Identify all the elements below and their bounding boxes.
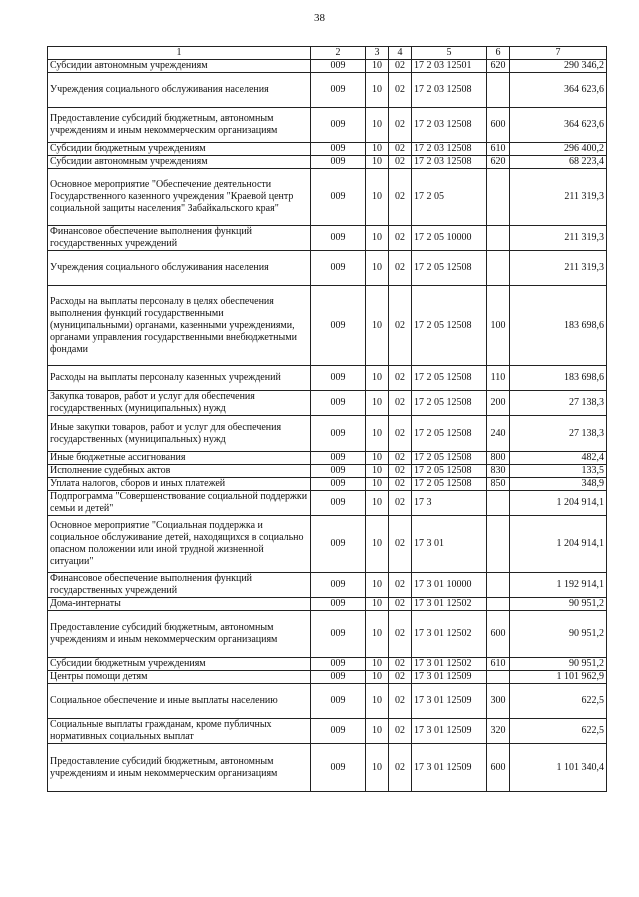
- pr-cell: 02: [389, 465, 412, 478]
- name-cell: Субсидии бюджетным учреждениям: [48, 143, 311, 156]
- ved-cell: 009: [311, 573, 366, 598]
- sum-cell: 183 698,6: [510, 366, 607, 391]
- vr-cell: 240: [487, 416, 510, 452]
- name-cell: Предоставление субсидий бюджетным, автономным учреждениям и иным некоммерческим организациям: [48, 611, 311, 658]
- sum-cell: 1 101 962,9: [510, 671, 607, 684]
- name-cell: Центры помощи детям: [48, 671, 311, 684]
- pr-cell: 02: [389, 744, 412, 792]
- table-row: [48, 598, 607, 611]
- sum-cell: 622,5: [510, 719, 607, 744]
- header-col-6: 6: [487, 47, 510, 60]
- table-row: [48, 573, 607, 598]
- csr-cell: 17 2 05 12508: [412, 366, 487, 391]
- name-cell: Основное мероприятие "Социальная поддержка и социальное обслуживание детей, находящихся в социально опасном положении или иной трудной жизненной ситуации": [48, 516, 311, 573]
- csr-cell: 17 2 05 12508: [412, 452, 487, 465]
- name-cell: Расходы на выплаты персоналу казенных учреждений: [48, 366, 311, 391]
- name-cell: Расходы на выплаты персоналу в целях обеспечения выполнения функций государственными (муниципальными) органами, казенными учреждениями, органами управления государственными внебюджетными фондами: [48, 286, 311, 366]
- csr-cell: 17 3 01 12509: [412, 719, 487, 744]
- table-row: [48, 391, 607, 416]
- page-number: 38: [314, 12, 325, 24]
- rz-cell: 10: [366, 744, 389, 792]
- table-row: [48, 416, 607, 452]
- sum-cell: 1 204 914,1: [510, 491, 607, 516]
- rz-cell: 10: [366, 169, 389, 226]
- vr-cell: [487, 516, 510, 573]
- table-row: [48, 169, 607, 226]
- rz-cell: 10: [366, 671, 389, 684]
- csr-cell: 17 2 05 12508: [412, 251, 487, 286]
- csr-cell: 17 2 05 12508: [412, 391, 487, 416]
- rz-cell: 10: [366, 452, 389, 465]
- name-cell: Финансовое обеспечение выполнения функций государственных учреждений: [48, 226, 311, 251]
- rz-cell: 10: [366, 156, 389, 169]
- csr-cell: 17 3 01 12509: [412, 671, 487, 684]
- vr-cell: [487, 251, 510, 286]
- sum-cell: 211 319,3: [510, 169, 607, 226]
- table-row: [48, 478, 607, 491]
- csr-cell: 17 2 03 12508: [412, 108, 487, 143]
- vr-cell: 850: [487, 478, 510, 491]
- name-cell: Основное мероприятие "Обеспечение деятельности Государственного казенного учреждения "Краевой центр социальной защиты населения" Забайкальского края": [48, 169, 311, 226]
- vr-cell: 830: [487, 465, 510, 478]
- table-row: [48, 73, 607, 108]
- table-row: [48, 611, 607, 658]
- table-row: [48, 684, 607, 719]
- pr-cell: 02: [389, 452, 412, 465]
- ved-cell: 009: [311, 286, 366, 366]
- vr-cell: [487, 226, 510, 251]
- ved-cell: 009: [311, 391, 366, 416]
- pr-cell: 02: [389, 416, 412, 452]
- sum-cell: 1 204 914,1: [510, 516, 607, 573]
- sum-cell: 183 698,6: [510, 286, 607, 366]
- table-row: [48, 108, 607, 143]
- rz-cell: 10: [366, 251, 389, 286]
- sum-cell: 27 138,3: [510, 391, 607, 416]
- ved-cell: 009: [311, 108, 366, 143]
- sum-cell: 90 951,2: [510, 611, 607, 658]
- ved-cell: 009: [311, 491, 366, 516]
- csr-cell: 17 3 01 12509: [412, 684, 487, 719]
- budget-table: [47, 46, 607, 792]
- ved-cell: 009: [311, 611, 366, 658]
- table-row: [48, 452, 607, 465]
- rz-cell: 10: [366, 573, 389, 598]
- rz-cell: 10: [366, 516, 389, 573]
- pr-cell: 02: [389, 573, 412, 598]
- pr-cell: 02: [389, 684, 412, 719]
- vr-cell: 100: [487, 286, 510, 366]
- pr-cell: 02: [389, 251, 412, 286]
- rz-cell: 10: [366, 491, 389, 516]
- rz-cell: 10: [366, 226, 389, 251]
- pr-cell: 02: [389, 598, 412, 611]
- ved-cell: 009: [311, 73, 366, 108]
- name-cell: Иные закупки товаров, работ и услуг для обеспечения государственных (муниципальных) нужд: [48, 416, 311, 452]
- ved-cell: 009: [311, 516, 366, 573]
- name-cell: Предоставление субсидий бюджетным, автономным учреждениям и иным некоммерческим организациям: [48, 744, 311, 792]
- table-row: [48, 744, 607, 792]
- ved-cell: 009: [311, 60, 366, 73]
- name-cell: Исполнение судебных актов: [48, 465, 311, 478]
- vr-cell: 600: [487, 108, 510, 143]
- pr-cell: 02: [389, 156, 412, 169]
- pr-cell: 02: [389, 719, 412, 744]
- pr-cell: 02: [389, 491, 412, 516]
- csr-cell: 17 2 05 12508: [412, 465, 487, 478]
- pr-cell: 02: [389, 516, 412, 573]
- pr-cell: 02: [389, 169, 412, 226]
- csr-cell: 17 2 05: [412, 169, 487, 226]
- rz-cell: 10: [366, 719, 389, 744]
- vr-cell: [487, 169, 510, 226]
- header-col-4: 4: [389, 47, 412, 60]
- rz-cell: 10: [366, 366, 389, 391]
- rz-cell: 10: [366, 478, 389, 491]
- pr-cell: 02: [389, 60, 412, 73]
- table-row: [48, 143, 607, 156]
- ved-cell: 009: [311, 169, 366, 226]
- rz-cell: 10: [366, 73, 389, 108]
- pr-cell: 02: [389, 286, 412, 366]
- pr-cell: 02: [389, 671, 412, 684]
- csr-cell: 17 3 01: [412, 516, 487, 573]
- name-cell: Иные бюджетные ассигнования: [48, 452, 311, 465]
- name-cell: Предоставление субсидий бюджетным, автономным учреждениям и иным некоммерческим организациям: [48, 108, 311, 143]
- table-row: [48, 516, 607, 573]
- name-cell: Субсидии автономным учреждениям: [48, 60, 311, 73]
- vr-cell: [487, 491, 510, 516]
- csr-cell: 17 3 01 12509: [412, 744, 487, 792]
- ved-cell: 009: [311, 671, 366, 684]
- csr-cell: 17 2 05 10000: [412, 226, 487, 251]
- vr-cell: 200: [487, 391, 510, 416]
- ved-cell: 009: [311, 684, 366, 719]
- csr-cell: 17 3: [412, 491, 487, 516]
- table-row: [48, 719, 607, 744]
- csr-cell: 17 2 03 12501: [412, 60, 487, 73]
- sum-cell: 90 951,2: [510, 598, 607, 611]
- sum-cell: 290 346,2: [510, 60, 607, 73]
- sum-cell: 348,9: [510, 478, 607, 491]
- sum-cell: 68 223,4: [510, 156, 607, 169]
- csr-cell: 17 2 03 12508: [412, 156, 487, 169]
- rz-cell: 10: [366, 60, 389, 73]
- name-cell: Уплата налогов, сборов и иных платежей: [48, 478, 311, 491]
- name-cell: Субсидии автономным учреждениям: [48, 156, 311, 169]
- name-cell: Дома-интернаты: [48, 598, 311, 611]
- sum-cell: 296 400,2: [510, 143, 607, 156]
- table-row: [48, 251, 607, 286]
- csr-cell: 17 3 01 12502: [412, 658, 487, 671]
- name-cell: Подпрограмма "Совершенствование социальной поддержки семьи и детей": [48, 491, 311, 516]
- rz-cell: 10: [366, 108, 389, 143]
- pr-cell: 02: [389, 366, 412, 391]
- pr-cell: 02: [389, 73, 412, 108]
- vr-cell: 300: [487, 684, 510, 719]
- name-cell: Закупка товаров, работ и услуг для обеспечения государственных (муниципальных) нужд: [48, 391, 311, 416]
- table-header-row: [48, 47, 607, 60]
- csr-cell: 17 3 01 10000: [412, 573, 487, 598]
- table-row: [48, 465, 607, 478]
- vr-cell: [487, 598, 510, 611]
- sum-cell: 622,5: [510, 684, 607, 719]
- pr-cell: 02: [389, 611, 412, 658]
- sum-cell: 211 319,3: [510, 226, 607, 251]
- rz-cell: 10: [366, 598, 389, 611]
- rz-cell: 10: [366, 143, 389, 156]
- vr-cell: [487, 573, 510, 598]
- csr-cell: 17 3 01 12502: [412, 611, 487, 658]
- sum-cell: 27 138,3: [510, 416, 607, 452]
- table-row: [48, 366, 607, 391]
- vr-cell: 110: [487, 366, 510, 391]
- sum-cell: 364 623,6: [510, 108, 607, 143]
- table-row: [48, 491, 607, 516]
- name-cell: Социальные выплаты гражданам, кроме публичных нормативных социальных выплат: [48, 719, 311, 744]
- header-col-7: 7: [510, 47, 607, 60]
- ved-cell: 009: [311, 366, 366, 391]
- header-col-1: 1: [48, 47, 311, 60]
- rz-cell: 10: [366, 658, 389, 671]
- name-cell: Учреждения социального обслуживания населения: [48, 73, 311, 108]
- vr-cell: [487, 73, 510, 108]
- vr-cell: 620: [487, 60, 510, 73]
- csr-cell: 17 3 01 12502: [412, 598, 487, 611]
- csr-cell: 17 2 03 12508: [412, 143, 487, 156]
- table-row: [48, 658, 607, 671]
- pr-cell: 02: [389, 391, 412, 416]
- rz-cell: 10: [366, 465, 389, 478]
- ved-cell: 009: [311, 719, 366, 744]
- header-col-3: 3: [366, 47, 389, 60]
- table-row: [48, 60, 607, 73]
- pr-cell: 02: [389, 143, 412, 156]
- pr-cell: 02: [389, 478, 412, 491]
- ved-cell: 009: [311, 143, 366, 156]
- sum-cell: 90 951,2: [510, 658, 607, 671]
- sum-cell: 211 319,3: [510, 251, 607, 286]
- rz-cell: 10: [366, 391, 389, 416]
- sum-cell: 1 192 914,1: [510, 573, 607, 598]
- ved-cell: 009: [311, 744, 366, 792]
- name-cell: Финансовое обеспечение выполнения функций государственных учреждений: [48, 573, 311, 598]
- pr-cell: 02: [389, 658, 412, 671]
- vr-cell: 620: [487, 156, 510, 169]
- name-cell: Учреждения социального обслуживания населения: [48, 251, 311, 286]
- sum-cell: 364 623,6: [510, 73, 607, 108]
- rz-cell: 10: [366, 286, 389, 366]
- sum-cell: 133,5: [510, 465, 607, 478]
- header-col-2: 2: [311, 47, 366, 60]
- pr-cell: 02: [389, 108, 412, 143]
- rz-cell: 10: [366, 416, 389, 452]
- vr-cell: 610: [487, 143, 510, 156]
- header-col-5: 5: [412, 47, 487, 60]
- rz-cell: 10: [366, 611, 389, 658]
- vr-cell: 610: [487, 658, 510, 671]
- name-cell: Социальное обеспечение и иные выплаты населению: [48, 684, 311, 719]
- ved-cell: 009: [311, 452, 366, 465]
- table-row: [48, 226, 607, 251]
- table-row: [48, 671, 607, 684]
- table-row: [48, 156, 607, 169]
- csr-cell: 17 2 05 12508: [412, 478, 487, 491]
- vr-cell: [487, 671, 510, 684]
- csr-cell: 17 2 05 12508: [412, 416, 487, 452]
- ved-cell: 009: [311, 465, 366, 478]
- csr-cell: 17 2 05 12508: [412, 286, 487, 366]
- name-cell: Субсидии бюджетным учреждениям: [48, 658, 311, 671]
- ved-cell: 009: [311, 156, 366, 169]
- vr-cell: 600: [487, 611, 510, 658]
- vr-cell: 800: [487, 452, 510, 465]
- pr-cell: 02: [389, 226, 412, 251]
- vr-cell: 320: [487, 719, 510, 744]
- ved-cell: 009: [311, 251, 366, 286]
- ved-cell: 009: [311, 416, 366, 452]
- ved-cell: 009: [311, 598, 366, 611]
- ved-cell: 009: [311, 658, 366, 671]
- table-row: [48, 286, 607, 366]
- csr-cell: 17 2 03 12508: [412, 73, 487, 108]
- sum-cell: 1 101 340,4: [510, 744, 607, 792]
- sum-cell: 482,4: [510, 452, 607, 465]
- ved-cell: 009: [311, 478, 366, 491]
- vr-cell: 600: [487, 744, 510, 792]
- rz-cell: 10: [366, 684, 389, 719]
- ved-cell: 009: [311, 226, 366, 251]
